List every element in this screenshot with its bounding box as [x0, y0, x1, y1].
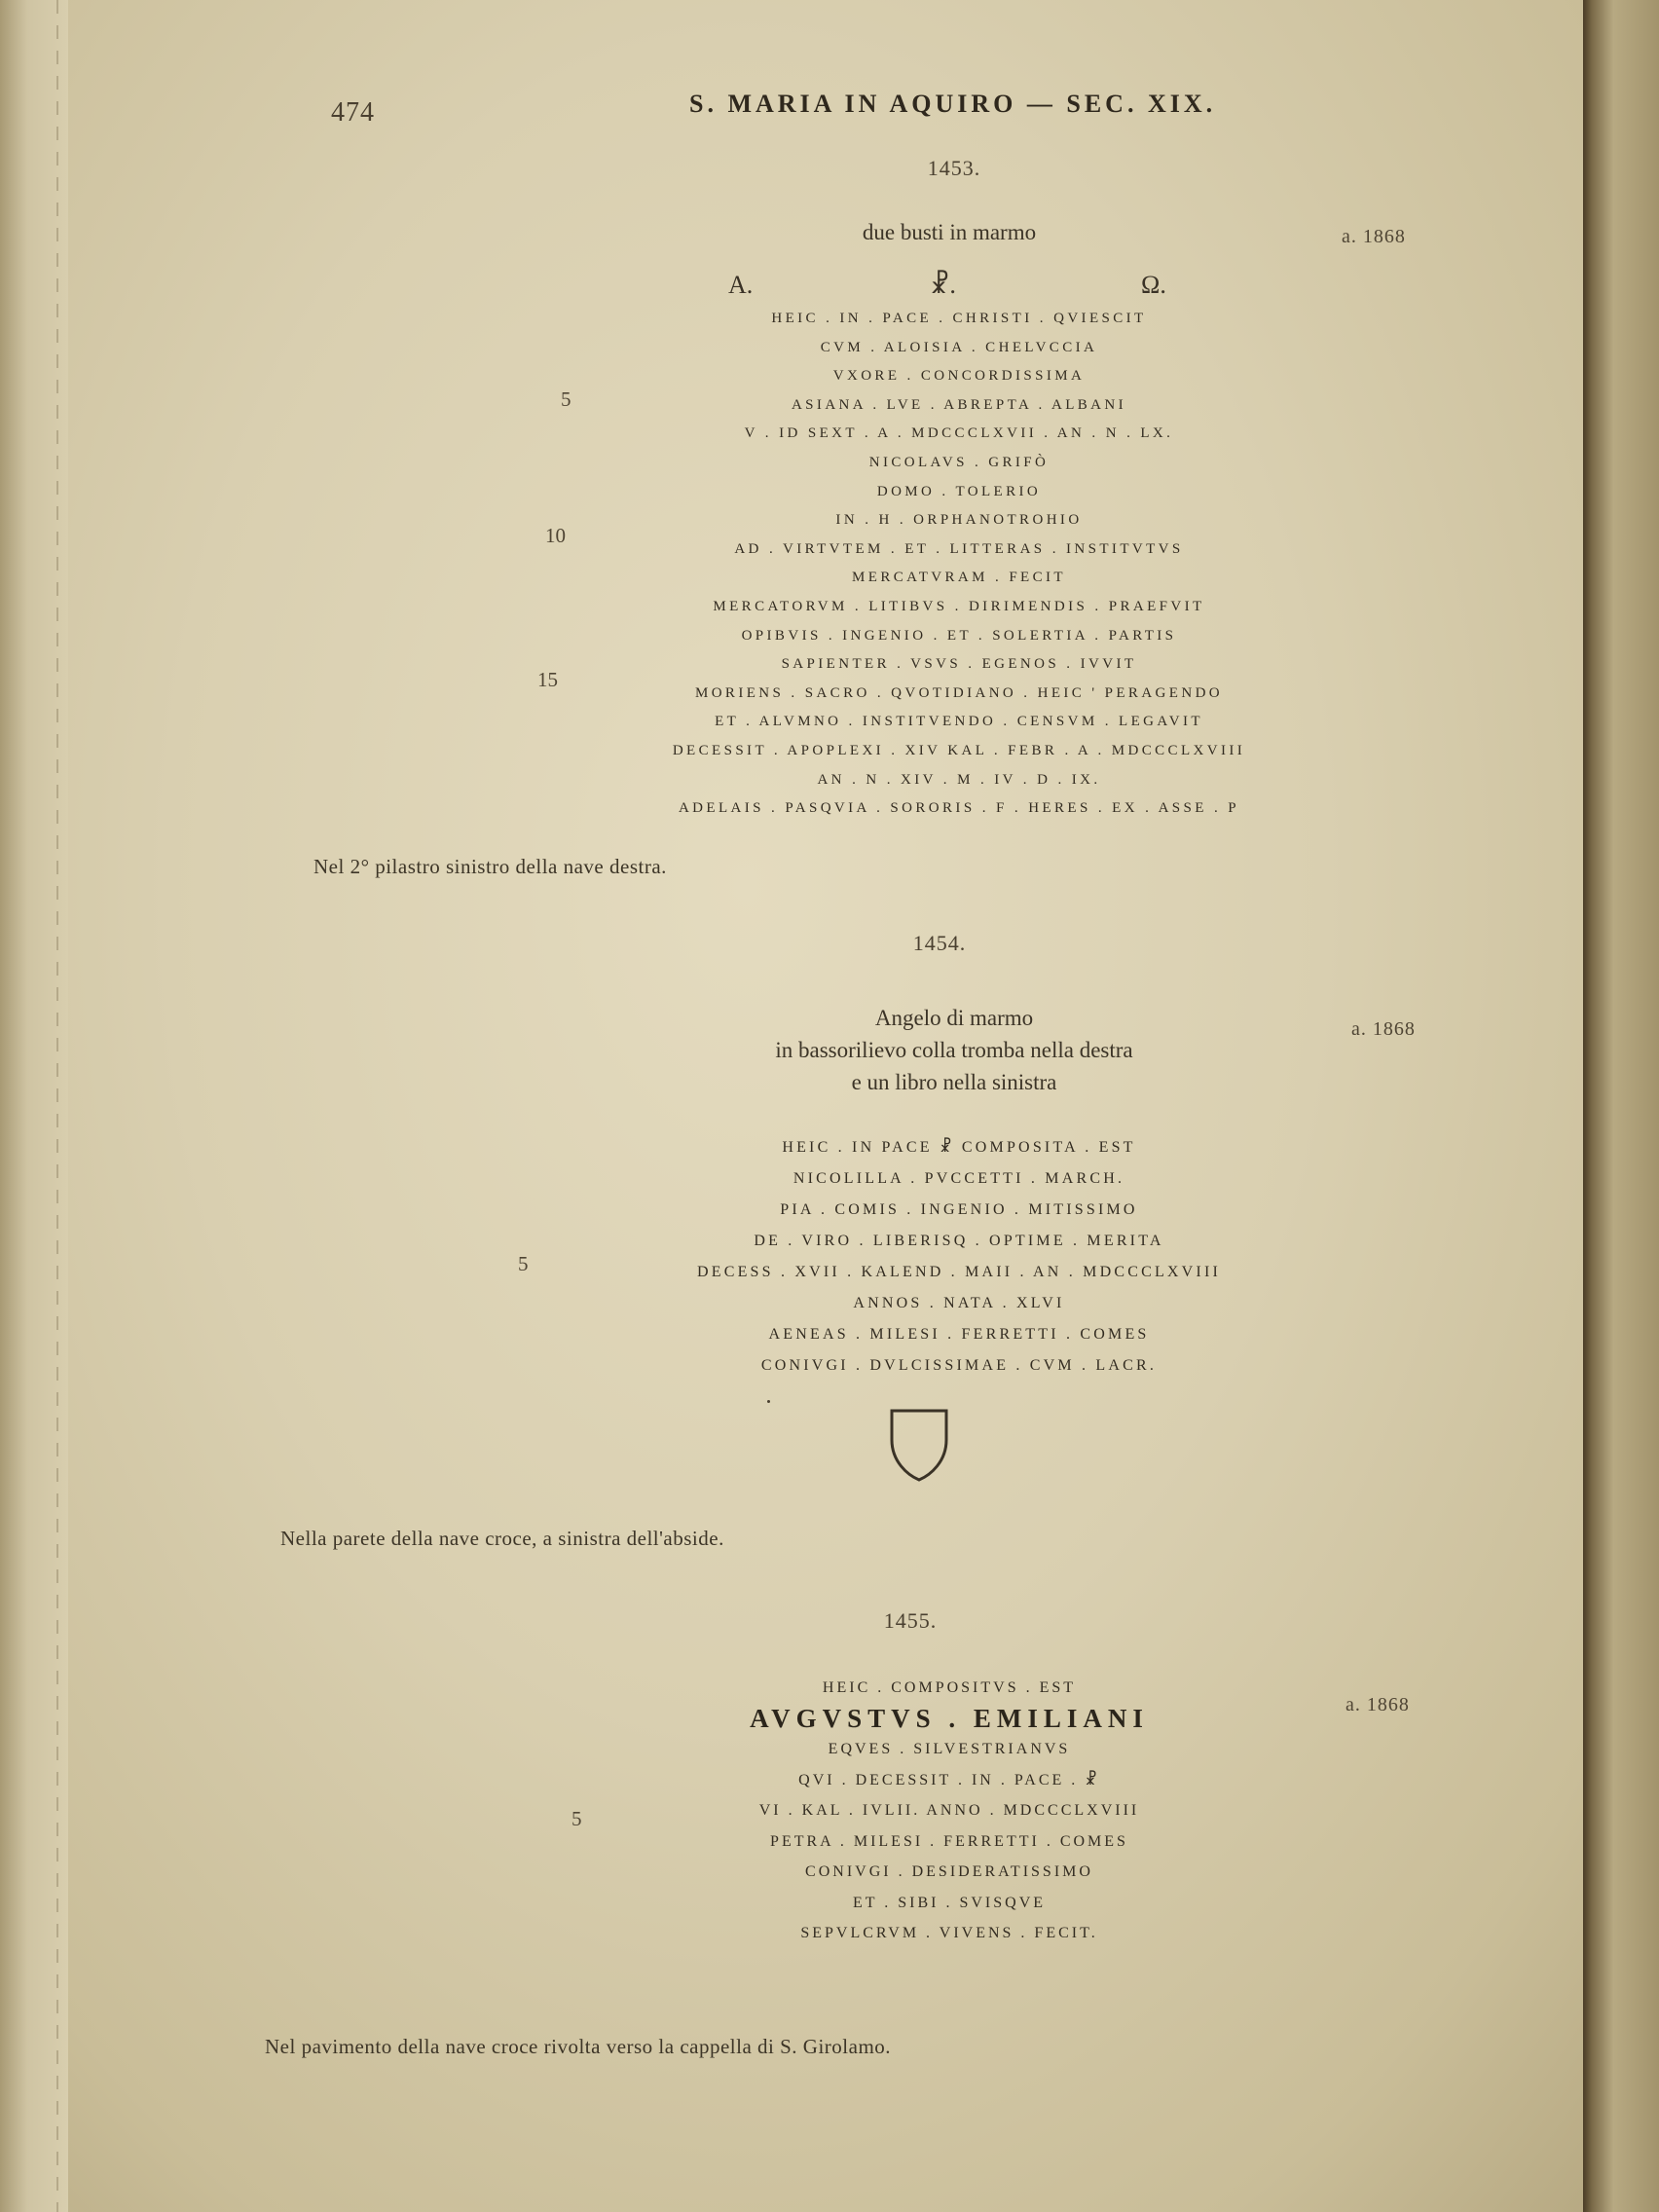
inscription-name-line: AVGVSTVS . EMILIANI: [750, 1703, 1149, 1733]
inscription-1455: [574, 1673, 1324, 1949]
line-marker: 5: [561, 387, 571, 411]
inscription-line: SEPVLCRVM . VIVENS . FECIT.: [800, 1925, 1098, 1941]
inscription-line: HEIC . COMPOSITVS . EST: [822, 1679, 1077, 1696]
line-marker: 10: [545, 524, 566, 547]
entry-1455-location: Nel pavimento della nave croce rivolta verso la cappella di S. Girolamo.: [265, 2035, 892, 2058]
line-marker: 5: [571, 1807, 582, 1830]
inscription-line: ET . SIBI . SVISQVE: [852, 1894, 1047, 1911]
coat-of-arms-shield-icon: [886, 1407, 952, 1483]
inscription-line: DOMO . TOLERIO: [876, 483, 1042, 499]
description-line: Angelo di marmo: [874, 1006, 1034, 1030]
line-marker: 5: [518, 1252, 529, 1275]
running-head: S. MARIA IN AQUIRO — SEC. XIX.: [689, 90, 1217, 118]
alpha-symbol: A.: [728, 271, 754, 299]
entry-1454-description: [682, 1002, 1227, 1098]
inscription-line: MERCATORVM . LITIBVS . DIRIMENDIS . PRAEFVIT: [713, 598, 1205, 614]
description-line: in bassorilievo colla tromba nella destra: [775, 1038, 1133, 1062]
page-number: 474: [331, 97, 375, 128]
entry-1454-date: a. 1868: [1351, 1018, 1416, 1040]
inscription-line: CONIVGI . DESIDERATISSIMO: [805, 1863, 1093, 1880]
inscription-line: ASIANA . LVE . ABREPTA . ALBANI: [791, 396, 1127, 413]
inscription-line: CONIVGI . DVLCISSIMAE . CVM . LACR.: [760, 1357, 1158, 1374]
omega-symbol: Ω.: [1141, 271, 1166, 299]
ornament-dot: [767, 1400, 770, 1403]
inscription-line: HEIC . IN PACE ☧ COMPOSITA . EST: [782, 1139, 1136, 1156]
inscription-line: AD . VIRTVTEM . ET . LITTERAS . INSTITVTVS: [734, 540, 1184, 557]
line-marker: 15: [537, 668, 558, 691]
chi-rho-symbol: ☧.: [930, 271, 956, 299]
inscription-line: IN . H . ORPHANOTROHIO: [835, 512, 1083, 529]
inscription-line: AN . N . XIV . M . IV . D . IX.: [817, 771, 1101, 788]
entry-1453-date: a. 1868: [1342, 226, 1406, 247]
inscription-line: ANNOS . NATA . XLVI: [853, 1295, 1065, 1311]
inscription-line: VXORE . CONCORDISSIMA: [832, 368, 1086, 385]
right-page-edge: [1583, 0, 1659, 2212]
inscription-line: QVI . DECESSIT . IN . PACE . ☧: [798, 1771, 1100, 1788]
inscription-line: NICOLILLA . PVCCETTI . MARCH.: [793, 1170, 1125, 1187]
inscription-line: MERCATVRAM . FECIT: [852, 570, 1066, 586]
description-line: e un libro nella sinistra: [851, 1070, 1057, 1094]
inscription-1453: [584, 305, 1334, 824]
entry-1455-date: a. 1868: [1346, 1694, 1410, 1715]
inscription-line: HEIC . IN . PACE . CHRISTI . QVIESCIT: [771, 311, 1147, 326]
entry-number-1455: 1455.: [883, 1608, 938, 1633]
inscription-line: DE . VIRO . LIBERISQ . OPTIME . MERITA: [754, 1233, 1164, 1249]
inscription-line: MORIENS . SACRO . QVOTIDIANO . HEIC ' PERAGENDO: [694, 684, 1224, 701]
inscription-line: DECESS . XVII . KALEND . MAII . AN . MDCCCLXVIII: [696, 1264, 1222, 1280]
entry-number-1454: 1454.: [912, 931, 967, 955]
inscription-line: PIA . COMIS . INGENIO . MITISSIMO: [780, 1201, 1138, 1218]
inscription-line: DECESSIT . APOPLEXI . XIV KAL . FEBR . A . MDCCCLXVIII: [672, 742, 1246, 758]
inscription-line: OPIBVIS . INGENIO . ET . SOLERTIA . PARTIS: [741, 627, 1177, 644]
inscription-line: VI . KAL . IVLII. ANNO . MDCCCLXVIII: [758, 1802, 1140, 1819]
entry-1453-location: Nel 2° pilastro sinistro della nave destra.: [313, 855, 667, 878]
inscription-line: V . ID SEXT . A . MDCCCLXVII . AN . N . LX.: [744, 425, 1174, 442]
entry-1454-location: Nella parete della nave croce, a sinistra dell'abside.: [280, 1527, 724, 1550]
inscription-line: NICOLAVS . GRIFÒ: [868, 454, 1050, 470]
inscription-line: ADELAIS . PASQVIA . SORORIS . F . HERES . EX . ASSE . P: [678, 800, 1240, 817]
inscription-line: CVM . ALOISIA . CHELVCCIA: [820, 339, 1098, 355]
inscription-line: EQVES . SILVESTRIANVS: [828, 1741, 1071, 1757]
description-line: due busti in marmo: [862, 220, 1037, 244]
entry-1453-description: [740, 216, 1159, 248]
inscription-1454: [584, 1132, 1334, 1382]
inscription-line: PETRA . MILESI . FERRETTI . COMES: [770, 1832, 1128, 1850]
entry-number-1453: 1453.: [927, 156, 981, 180]
left-page-edges: [0, 0, 68, 2212]
inscription-line: ET . ALVMNO . INSTITVENDO . CENSVM . LEGAVIT: [715, 714, 1203, 730]
inscription-line: AENEAS . MILESI . FERRETTI . COMES: [768, 1326, 1150, 1343]
inscription-line: SAPIENTER . VSVS . EGENOS . IVVIT: [781, 656, 1137, 673]
